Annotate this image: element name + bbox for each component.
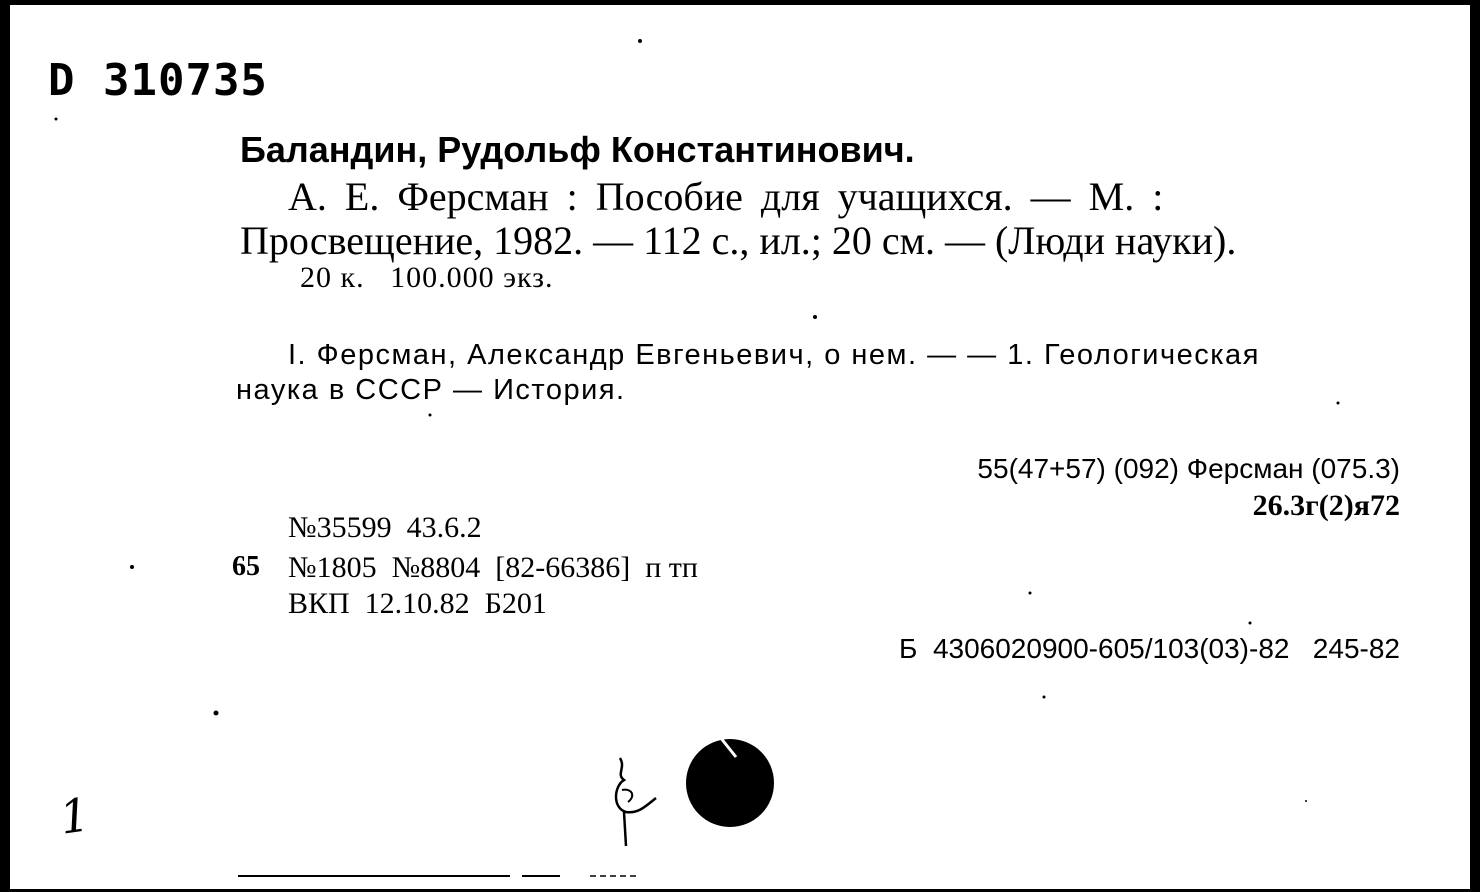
tracing-line-2: наука в СССР — История.	[236, 374, 626, 406]
price-and-print-run: 20 к. 100.000 экз.	[300, 261, 554, 294]
inventory-mark: D 310735	[48, 55, 268, 106]
scan-specks	[10, 5, 1470, 889]
order-number-line: №35599 43.6.2	[288, 511, 482, 544]
tracing-line-1: I. Ферсман, Александр Евгеньевич, о нем. — — 1. Геологическая	[288, 339, 1260, 371]
classification-bbk: 26.3г(2)я72	[1252, 489, 1400, 522]
card-count-number: 65	[232, 551, 260, 582]
vkp-date-line: ВКП 12.10.82 Б201	[288, 587, 547, 620]
classification-udc: 55(47+57) (092) Ферсман (075.3)	[977, 453, 1400, 484]
publisher-code-line: Б 4306020900-605/103(03)-82 245-82	[899, 633, 1400, 664]
registry-number-line: №1805 №8804 [82-66386] п тп	[288, 551, 698, 584]
title-line-1: А. Е. Ферсман : Пособие для учащихся. — М. :	[288, 174, 1164, 219]
handwritten-mark: 1	[56, 787, 93, 845]
author-heading: Баландин, Рудольф Константинович.	[240, 129, 915, 170]
title-line-2: Просвещение, 1982. — 112 с., ил.; 20 см. — (Люди науки).	[240, 218, 1237, 263]
